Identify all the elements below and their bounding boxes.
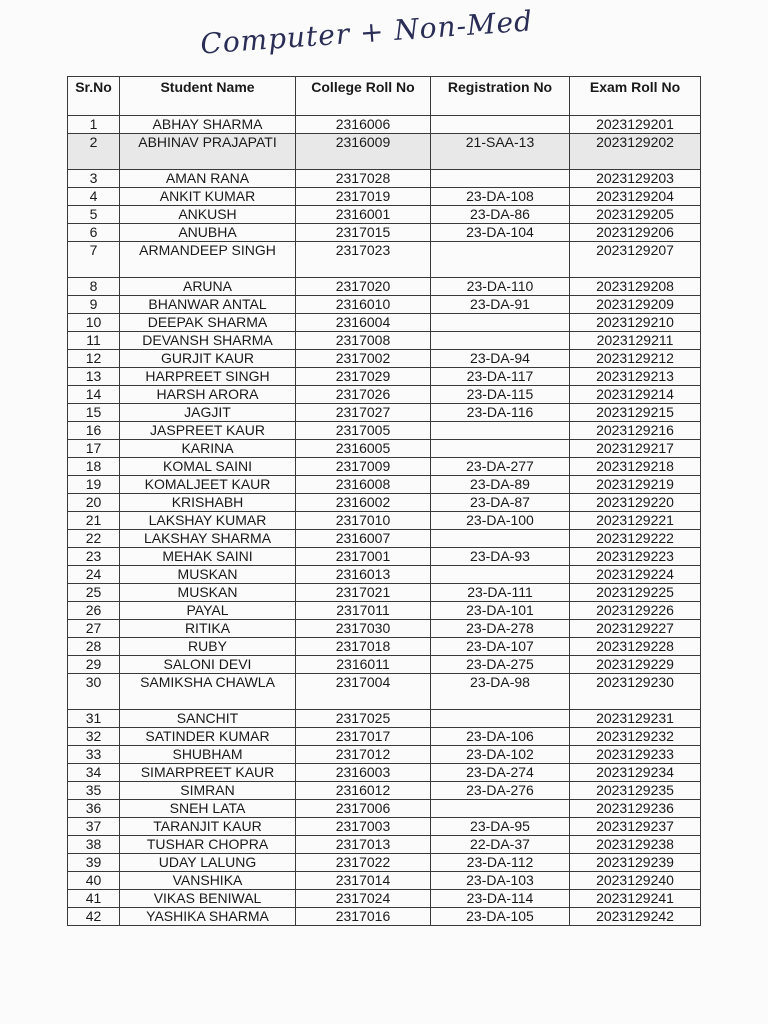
cell-college-roll-no: 2317011 [296, 602, 431, 620]
table-row [68, 116, 701, 134]
cell-exam-roll-no: 2023129203 [570, 170, 701, 188]
table-row [68, 494, 701, 512]
table-row [68, 314, 701, 332]
cell-registration-no: 23-DA-117 [431, 368, 570, 386]
cell-student-name: SHUBHAM [120, 746, 296, 764]
cell-exam-roll-no: 2023129216 [570, 422, 701, 440]
cell-college-roll-no: 2316007 [296, 530, 431, 548]
cell-registration-no: 23-DA-275 [431, 656, 570, 674]
cell-registration-no: 23-DA-110 [431, 278, 570, 296]
cell-college-roll-no: 2317004 [296, 674, 431, 710]
cell-student-name: ANKUSH [120, 206, 296, 224]
cell-registration-no: 23-DA-111 [431, 584, 570, 602]
cell-sr-no: 25 [68, 584, 120, 602]
cell-exam-roll-no: 2023129211 [570, 332, 701, 350]
cell-student-name: HARSH ARORA [120, 386, 296, 404]
cell-exam-roll-no: 2023129230 [570, 674, 701, 710]
cell-student-name: RITIKA [120, 620, 296, 638]
cell-exam-roll-no: 2023129227 [570, 620, 701, 638]
cell-college-roll-no: 2317019 [296, 188, 431, 206]
cell-exam-roll-no: 2023129241 [570, 890, 701, 908]
cell-exam-roll-no: 2023129221 [570, 512, 701, 530]
cell-college-roll-no: 2317002 [296, 350, 431, 368]
cell-registration-no: 23-DA-87 [431, 494, 570, 512]
cell-college-roll-no: 2316009 [296, 134, 431, 170]
cell-college-roll-no: 2317023 [296, 242, 431, 278]
cell-sr-no: 34 [68, 764, 120, 782]
cell-student-name: PAYAL [120, 602, 296, 620]
cell-sr-no: 18 [68, 458, 120, 476]
column-header-registration-no: Registration No [431, 77, 570, 116]
cell-sr-no: 38 [68, 836, 120, 854]
cell-exam-roll-no: 2023129233 [570, 746, 701, 764]
cell-sr-no: 29 [68, 656, 120, 674]
table-row [68, 134, 701, 170]
cell-registration-no: 23-DA-115 [431, 386, 570, 404]
cell-sr-no: 33 [68, 746, 120, 764]
cell-student-name: DEEPAK SHARMA [120, 314, 296, 332]
cell-college-roll-no: 2316008 [296, 476, 431, 494]
cell-sr-no: 40 [68, 872, 120, 890]
table-row [68, 188, 701, 206]
cell-exam-roll-no: 2023129209 [570, 296, 701, 314]
cell-registration-no [431, 566, 570, 584]
cell-sr-no: 21 [68, 512, 120, 530]
cell-exam-roll-no: 2023129204 [570, 188, 701, 206]
cell-college-roll-no: 2317001 [296, 548, 431, 566]
cell-registration-no: 23-DA-93 [431, 548, 570, 566]
table-row [68, 476, 701, 494]
cell-registration-no: 23-DA-105 [431, 908, 570, 926]
cell-student-name: SAMIKSHA CHAWLA [120, 674, 296, 710]
table-row [68, 278, 701, 296]
cell-registration-no: 23-DA-112 [431, 854, 570, 872]
cell-college-roll-no: 2317018 [296, 638, 431, 656]
table-row [68, 836, 701, 854]
cell-exam-roll-no: 2023129229 [570, 656, 701, 674]
cell-student-name: SIMARPREET KAUR [120, 764, 296, 782]
cell-student-name: DEVANSH SHARMA [120, 332, 296, 350]
cell-student-name: TUSHAR CHOPRA [120, 836, 296, 854]
cell-exam-roll-no: 2023129223 [570, 548, 701, 566]
cell-registration-no [431, 440, 570, 458]
cell-sr-no: 1 [68, 116, 120, 134]
cell-student-name: BHANWAR ANTAL [120, 296, 296, 314]
cell-registration-no [431, 242, 570, 278]
table-row [68, 818, 701, 836]
cell-exam-roll-no: 2023129240 [570, 872, 701, 890]
cell-student-name: ARMANDEEP SINGH [120, 242, 296, 278]
table-row [68, 206, 701, 224]
cell-student-name: YASHIKA SHARMA [120, 908, 296, 926]
cell-registration-no [431, 422, 570, 440]
cell-sr-no: 27 [68, 620, 120, 638]
cell-exam-roll-no: 2023129215 [570, 404, 701, 422]
cell-college-roll-no: 2317017 [296, 728, 431, 746]
cell-student-name: ANUBHA [120, 224, 296, 242]
cell-sr-no: 32 [68, 728, 120, 746]
cell-exam-roll-no: 2023129238 [570, 836, 701, 854]
cell-college-roll-no: 2317016 [296, 908, 431, 926]
table-row [68, 368, 701, 386]
cell-registration-no: 23-DA-277 [431, 458, 570, 476]
cell-sr-no: 35 [68, 782, 120, 800]
cell-exam-roll-no: 2023129231 [570, 710, 701, 728]
cell-student-name: KRISHABH [120, 494, 296, 512]
table-row [68, 548, 701, 566]
cell-college-roll-no: 2317015 [296, 224, 431, 242]
cell-sr-no: 10 [68, 314, 120, 332]
cell-college-roll-no: 2317014 [296, 872, 431, 890]
cell-sr-no: 19 [68, 476, 120, 494]
table-row [68, 890, 701, 908]
cell-college-roll-no: 2317021 [296, 584, 431, 602]
cell-sr-no: 17 [68, 440, 120, 458]
cell-student-name: ABHAY SHARMA [120, 116, 296, 134]
cell-sr-no: 36 [68, 800, 120, 818]
cell-registration-no: 23-DA-274 [431, 764, 570, 782]
cell-sr-no: 11 [68, 332, 120, 350]
cell-exam-roll-no: 2023129201 [570, 116, 701, 134]
cell-exam-roll-no: 2023129212 [570, 350, 701, 368]
cell-college-roll-no: 2316011 [296, 656, 431, 674]
cell-student-name: KOMALJEET KAUR [120, 476, 296, 494]
cell-registration-no: 23-DA-94 [431, 350, 570, 368]
cell-exam-roll-no: 2023129217 [570, 440, 701, 458]
cell-student-name: RUBY [120, 638, 296, 656]
cell-exam-roll-no: 2023129222 [570, 530, 701, 548]
cell-exam-roll-no: 2023129235 [570, 782, 701, 800]
cell-college-roll-no: 2316010 [296, 296, 431, 314]
cell-sr-no: 2 [68, 134, 120, 170]
cell-registration-no: 23-DA-98 [431, 674, 570, 710]
cell-exam-roll-no: 2023129226 [570, 602, 701, 620]
cell-sr-no: 7 [68, 242, 120, 278]
cell-exam-roll-no: 2023129236 [570, 800, 701, 818]
cell-sr-no: 41 [68, 890, 120, 908]
table-row [68, 224, 701, 242]
cell-exam-roll-no: 2023129228 [570, 638, 701, 656]
cell-college-roll-no: 2317012 [296, 746, 431, 764]
cell-sr-no: 26 [68, 602, 120, 620]
column-header-sr-no: Sr.No [68, 77, 120, 116]
cell-student-name: AMAN RANA [120, 170, 296, 188]
table-row [68, 440, 701, 458]
table-row [68, 800, 701, 818]
cell-student-name: TARANJIT KAUR [120, 818, 296, 836]
cell-college-roll-no: 2316004 [296, 314, 431, 332]
cell-college-roll-no: 2317024 [296, 890, 431, 908]
table-header-row [68, 77, 701, 116]
cell-registration-no: 22-DA-37 [431, 836, 570, 854]
cell-college-roll-no: 2317030 [296, 620, 431, 638]
cell-registration-no [431, 710, 570, 728]
cell-registration-no [431, 332, 570, 350]
cell-exam-roll-no: 2023129210 [570, 314, 701, 332]
cell-student-name: SANCHIT [120, 710, 296, 728]
cell-sr-no: 30 [68, 674, 120, 710]
cell-college-roll-no: 2317022 [296, 854, 431, 872]
cell-registration-no: 23-DA-103 [431, 872, 570, 890]
cell-student-name: MUSKAN [120, 584, 296, 602]
table-row [68, 782, 701, 800]
cell-college-roll-no: 2317005 [296, 422, 431, 440]
cell-student-name: ANKIT KUMAR [120, 188, 296, 206]
table-row [68, 656, 701, 674]
cell-college-roll-no: 2317025 [296, 710, 431, 728]
cell-registration-no [431, 314, 570, 332]
cell-sr-no: 22 [68, 530, 120, 548]
table-row [68, 242, 701, 278]
cell-sr-no: 6 [68, 224, 120, 242]
cell-sr-no: 24 [68, 566, 120, 584]
table-row [68, 512, 701, 530]
table-row [68, 638, 701, 656]
cell-college-roll-no: 2317026 [296, 386, 431, 404]
cell-college-roll-no: 2317008 [296, 332, 431, 350]
cell-college-roll-no: 2317006 [296, 800, 431, 818]
table-row [68, 458, 701, 476]
cell-exam-roll-no: 2023129237 [570, 818, 701, 836]
cell-sr-no: 31 [68, 710, 120, 728]
cell-sr-no: 12 [68, 350, 120, 368]
cell-registration-no: 23-DA-276 [431, 782, 570, 800]
cell-exam-roll-no: 2023129232 [570, 728, 701, 746]
cell-college-roll-no: 2316013 [296, 566, 431, 584]
cell-sr-no: 23 [68, 548, 120, 566]
cell-registration-no: 23-DA-86 [431, 206, 570, 224]
cell-exam-roll-no: 2023129214 [570, 386, 701, 404]
table-row [68, 872, 701, 890]
cell-registration-no: 23-DA-107 [431, 638, 570, 656]
cell-college-roll-no: 2316001 [296, 206, 431, 224]
cell-registration-no: 23-DA-108 [431, 188, 570, 206]
cell-sr-no: 16 [68, 422, 120, 440]
cell-sr-no: 9 [68, 296, 120, 314]
cell-sr-no: 14 [68, 386, 120, 404]
column-header-student-name: Student Name [120, 77, 296, 116]
cell-college-roll-no: 2317029 [296, 368, 431, 386]
cell-sr-no: 37 [68, 818, 120, 836]
cell-registration-no: 23-DA-95 [431, 818, 570, 836]
cell-exam-roll-no: 2023129206 [570, 224, 701, 242]
cell-registration-no: 23-DA-91 [431, 296, 570, 314]
table-row [68, 620, 701, 638]
cell-exam-roll-no: 2023129234 [570, 764, 701, 782]
cell-college-roll-no: 2316003 [296, 764, 431, 782]
cell-exam-roll-no: 2023129213 [570, 368, 701, 386]
cell-exam-roll-no: 2023129218 [570, 458, 701, 476]
cell-college-roll-no: 2317027 [296, 404, 431, 422]
column-header-college-roll-no: College Roll No [296, 77, 431, 116]
cell-exam-roll-no: 2023129219 [570, 476, 701, 494]
table-row [68, 332, 701, 350]
table-row [68, 404, 701, 422]
cell-student-name: SIMRAN [120, 782, 296, 800]
cell-college-roll-no: 2316005 [296, 440, 431, 458]
cell-student-name: KOMAL SAINI [120, 458, 296, 476]
cell-college-roll-no: 2316006 [296, 116, 431, 134]
cell-exam-roll-no: 2023129220 [570, 494, 701, 512]
cell-college-roll-no: 2317013 [296, 836, 431, 854]
cell-student-name: VIKAS BENIWAL [120, 890, 296, 908]
cell-exam-roll-no: 2023129205 [570, 206, 701, 224]
cell-registration-no [431, 116, 570, 134]
cell-college-roll-no: 2317028 [296, 170, 431, 188]
table-row [68, 530, 701, 548]
cell-registration-no: 23-DA-102 [431, 746, 570, 764]
column-header-exam-roll-no: Exam Roll No [570, 77, 701, 116]
cell-registration-no: 23-DA-104 [431, 224, 570, 242]
cell-student-name: SATINDER KUMAR [120, 728, 296, 746]
table-row [68, 566, 701, 584]
cell-exam-roll-no: 2023129224 [570, 566, 701, 584]
cell-sr-no: 4 [68, 188, 120, 206]
table-row [68, 602, 701, 620]
cell-student-name: LAKSHAY SHARMA [120, 530, 296, 548]
cell-student-name: KARINA [120, 440, 296, 458]
table-row [68, 908, 701, 926]
cell-sr-no: 3 [68, 170, 120, 188]
cell-registration-no: 23-DA-100 [431, 512, 570, 530]
cell-exam-roll-no: 2023129225 [570, 584, 701, 602]
cell-student-name: JASPREET KAUR [120, 422, 296, 440]
cell-college-roll-no: 2317020 [296, 278, 431, 296]
table-row [68, 422, 701, 440]
cell-exam-roll-no: 2023129207 [570, 242, 701, 278]
cell-sr-no: 13 [68, 368, 120, 386]
cell-registration-no [431, 170, 570, 188]
cell-registration-no: 23-DA-101 [431, 602, 570, 620]
table-row [68, 170, 701, 188]
table-row [68, 296, 701, 314]
cell-exam-roll-no: 2023129208 [570, 278, 701, 296]
cell-exam-roll-no: 2023129202 [570, 134, 701, 170]
cell-student-name: HARPREET SINGH [120, 368, 296, 386]
cell-student-name: ABHINAV PRAJAPATI [120, 134, 296, 170]
cell-student-name: SALONI DEVI [120, 656, 296, 674]
cell-exam-roll-no: 2023129239 [570, 854, 701, 872]
cell-college-roll-no: 2316012 [296, 782, 431, 800]
table-row [68, 710, 701, 728]
cell-student-name: MUSKAN [120, 566, 296, 584]
table-body [68, 116, 701, 926]
cell-college-roll-no: 2317010 [296, 512, 431, 530]
cell-student-name: GURJIT KAUR [120, 350, 296, 368]
cell-sr-no: 15 [68, 404, 120, 422]
cell-student-name: UDAY LALUNG [120, 854, 296, 872]
cell-student-name: JAGJIT [120, 404, 296, 422]
cell-registration-no: 23-DA-278 [431, 620, 570, 638]
student-roster-table [67, 76, 701, 926]
cell-student-name: SNEH LATA [120, 800, 296, 818]
cell-registration-no: 23-DA-89 [431, 476, 570, 494]
table-row [68, 728, 701, 746]
table-row [68, 746, 701, 764]
cell-sr-no: 28 [68, 638, 120, 656]
cell-student-name: MEHAK SAINI [120, 548, 296, 566]
cell-student-name: ARUNA [120, 278, 296, 296]
cell-sr-no: 39 [68, 854, 120, 872]
table-row [68, 674, 701, 710]
cell-college-roll-no: 2316002 [296, 494, 431, 512]
table-row [68, 854, 701, 872]
table-row [68, 350, 701, 368]
cell-sr-no: 5 [68, 206, 120, 224]
cell-registration-no: 23-DA-114 [431, 890, 570, 908]
cell-sr-no: 20 [68, 494, 120, 512]
cell-sr-no: 42 [68, 908, 120, 926]
cell-registration-no [431, 530, 570, 548]
cell-student-name: LAKSHAY KUMAR [120, 512, 296, 530]
handwritten-class-note: Computer + Non-Med [199, 4, 535, 61]
cell-college-roll-no: 2317003 [296, 818, 431, 836]
cell-college-roll-no: 2317009 [296, 458, 431, 476]
table-row [68, 386, 701, 404]
cell-registration-no [431, 800, 570, 818]
cell-registration-no: 23-DA-106 [431, 728, 570, 746]
table-row [68, 764, 701, 782]
cell-registration-no: 21-SAA-13 [431, 134, 570, 170]
cell-sr-no: 8 [68, 278, 120, 296]
cell-exam-roll-no: 2023129242 [570, 908, 701, 926]
cell-student-name: VANSHIKA [120, 872, 296, 890]
cell-registration-no: 23-DA-116 [431, 404, 570, 422]
table-row [68, 584, 701, 602]
